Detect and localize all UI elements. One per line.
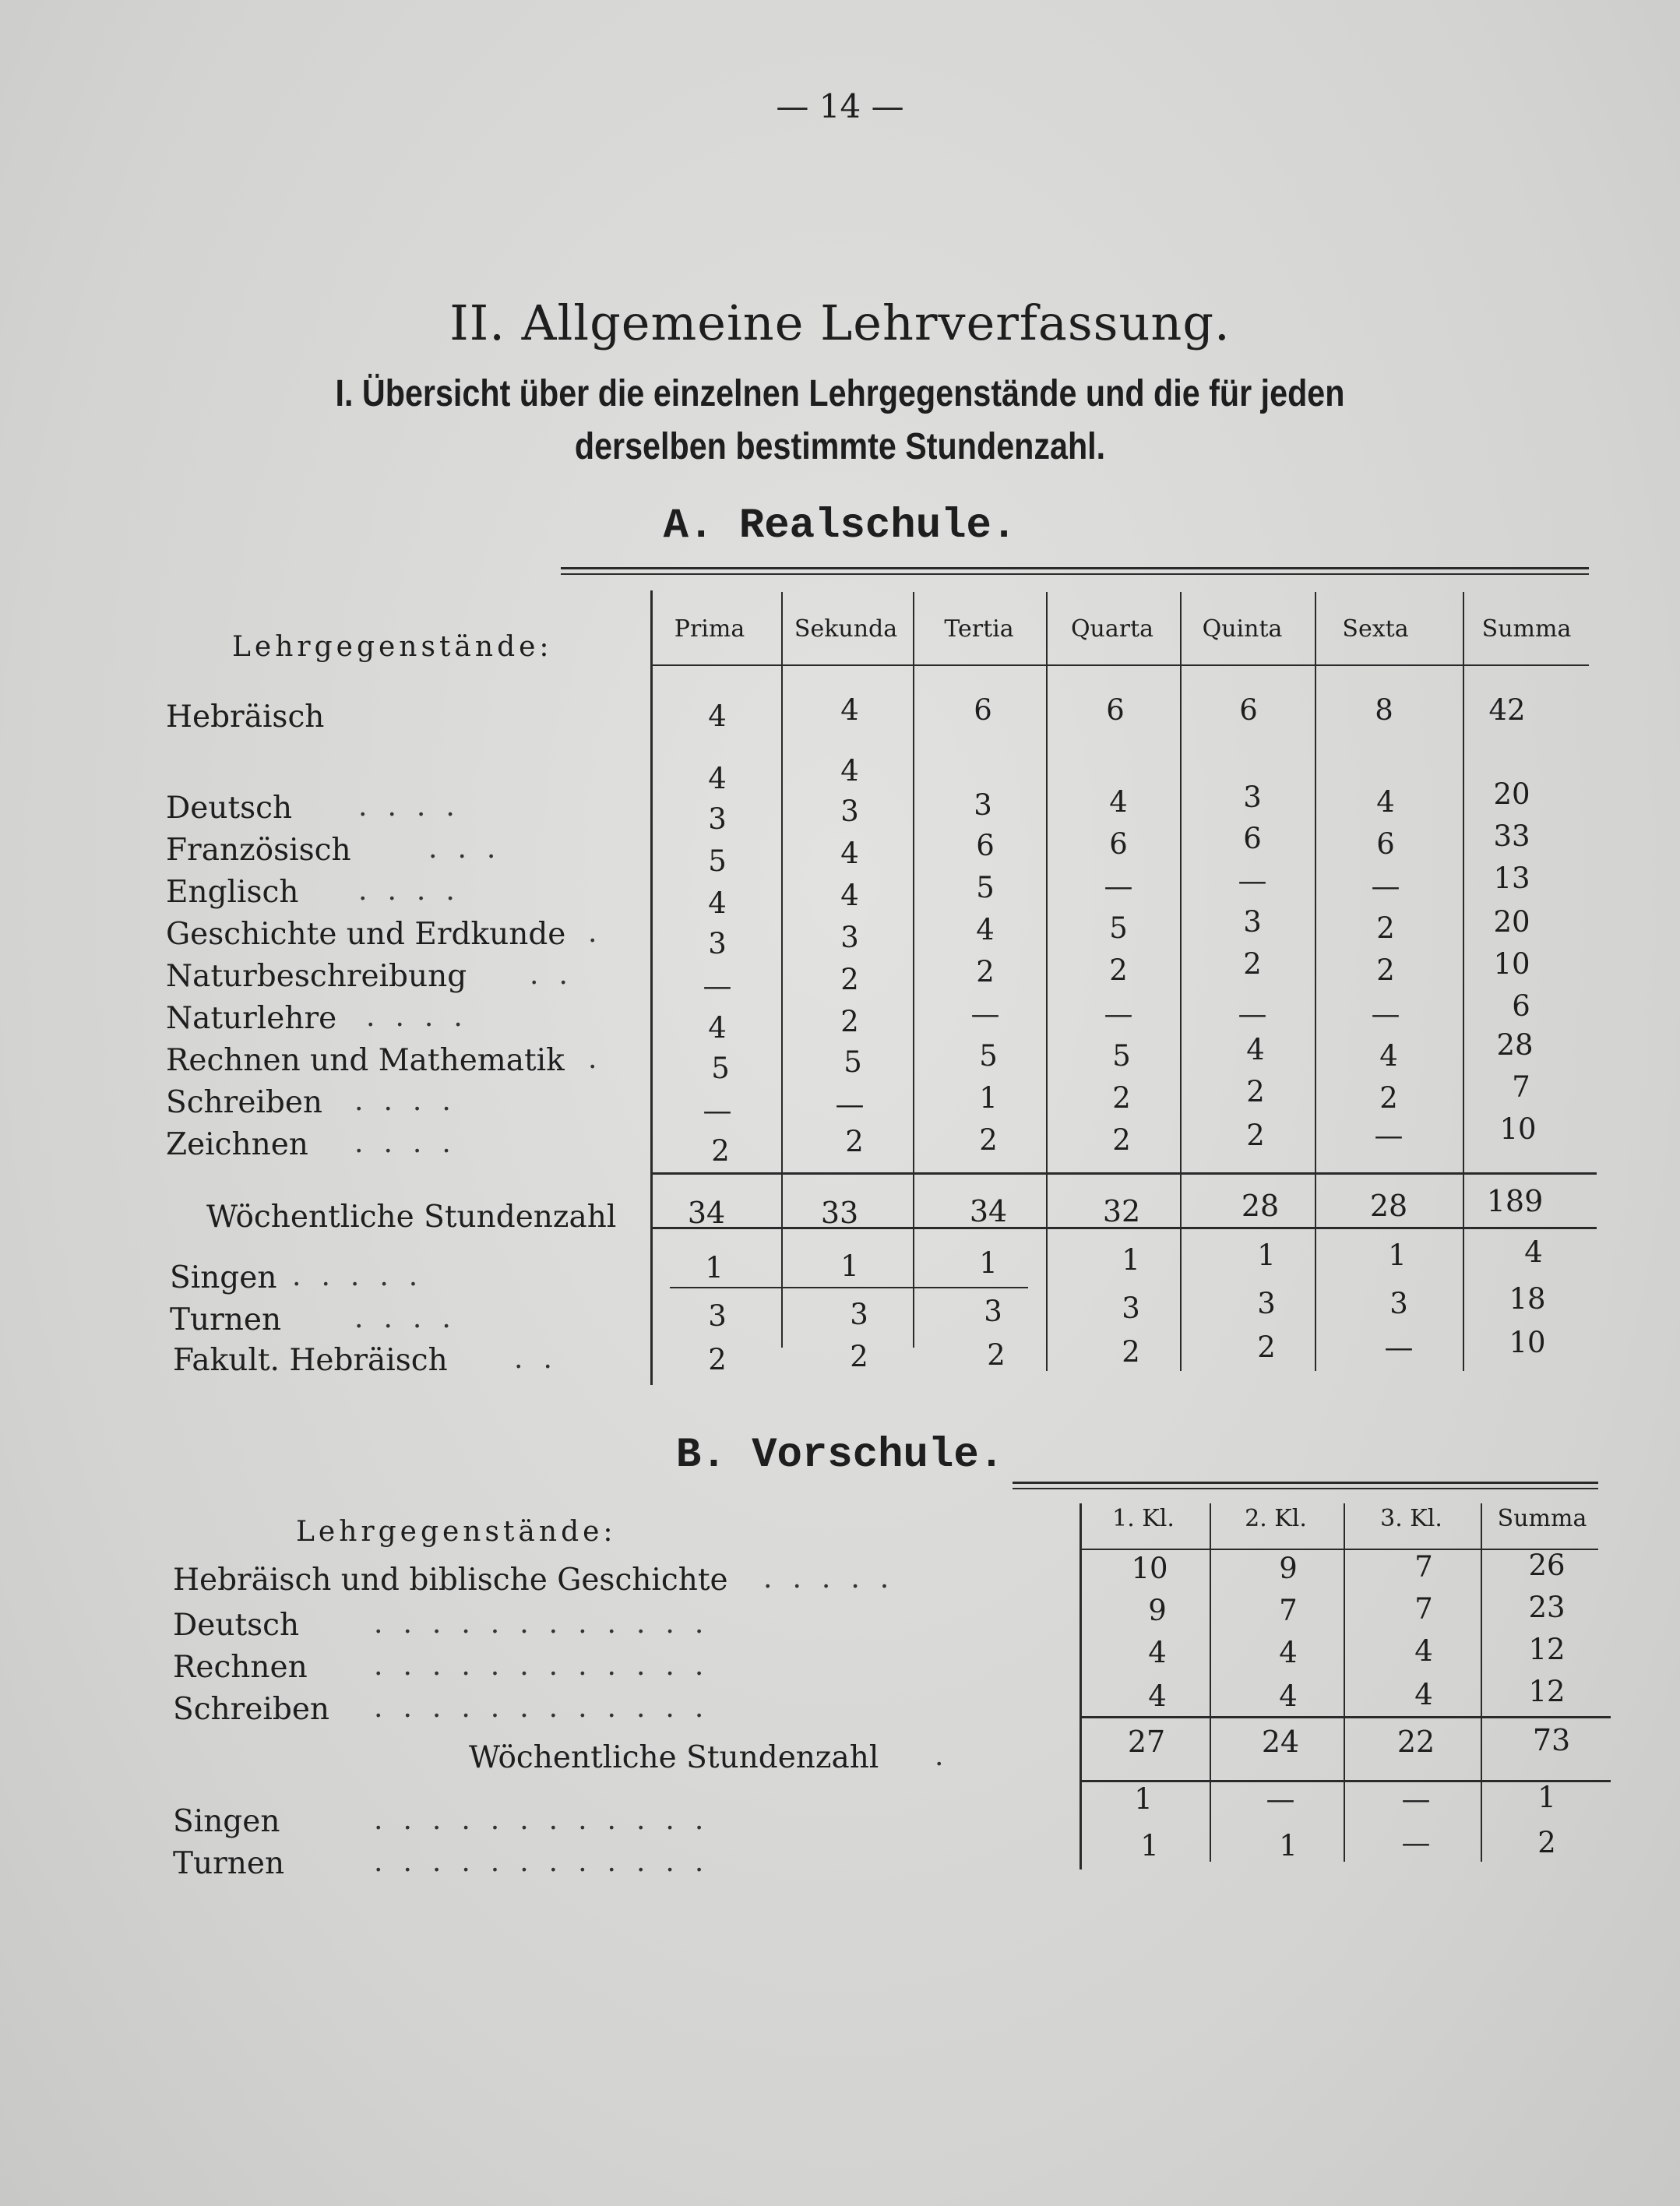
table-cell: 6 [1239,693,1258,727]
subject-label: Naturbeschreibung [166,959,467,994]
table-cell: 4 [708,886,727,920]
table-cell: 1 [1279,1829,1298,1862]
table-cell: 6 [1109,827,1128,861]
table-cell: 2 [1246,1119,1265,1152]
subject-label: Turnen [170,1302,282,1337]
table-cell: 6 [1376,827,1395,861]
subject-label: Deutsch [173,1608,300,1643]
weekly-total-cell: 28 [1369,1189,1408,1223]
table-cell: 6 [976,829,995,862]
col-header-3-kl: 3. Kl. [1380,1505,1442,1532]
table-cell: 3 [984,1295,1002,1328]
table-cell: 4 [840,837,859,870]
subject-label: Rechnen [173,1650,308,1685]
table-cell: 2 [1376,953,1395,987]
table-cell: 9 [1148,1594,1167,1627]
table-cell: — [1384,1330,1414,1364]
table-cell: 3 [840,921,859,954]
table-cell: 4 [1414,1634,1433,1668]
leader-dots: .​. [530,959,588,991]
col-header-1-kl: 1. Kl. [1112,1505,1175,1532]
table-cell: 3 [850,1298,868,1331]
table-cell: 4 [1376,785,1395,819]
page-number: — 14 — [776,87,904,125]
table-cell: 10 [1499,1112,1537,1146]
table-cell: 2 [840,963,859,996]
subject-label: Zeichnen [166,1127,308,1162]
subject-label: Französisch [166,833,351,868]
leader-dots: .​.​.​. [354,1302,471,1334]
table-cell: 4 [976,913,995,946]
table-cell: 28 [1496,1028,1534,1062]
table-cell: 3 [1243,905,1262,939]
weekly-total-cell: 34 [969,1194,1008,1228]
table-cell: 1 [979,1246,998,1280]
leader-dots: .​.​.​.​. [292,1260,438,1292]
leader-dots: .​.​.​. [366,1001,483,1033]
vorschule-subjects-header: Lehrgegenstände: [296,1516,617,1548]
weekly-total-cell: 22 [1396,1725,1435,1759]
table-cell: 10 [1131,1552,1168,1585]
table-cell: 4 [1279,1679,1298,1713]
table-cell: 1 [979,1081,998,1115]
leader-dots: .​.​.​.​.​.​.​.​.​.​.​. [374,1692,724,1724]
table-cell: — [1104,997,1133,1031]
leader-dots: . [588,917,618,949]
weekly-total-cell: 34 [687,1196,726,1230]
subject-label: Hebräisch [166,700,325,735]
table-cell: 7 [1414,1550,1433,1584]
weekly-total-cell: 24 [1261,1725,1300,1759]
table-cell: 4 [1109,785,1128,819]
table-cell: 20 [1493,777,1530,811]
table-cell: 3 [708,927,727,960]
table-cell: — [970,997,1000,1031]
subject-label: Turnen [173,1846,285,1881]
table-cell: 5 [708,844,727,878]
weekly-total-cell: 33 [820,1196,859,1230]
table-cell: 18 [1509,1282,1546,1316]
table-cell: 2 [1109,953,1128,987]
leader-dots: .​.​.​.​.​.​.​.​.​.​.​. [374,1804,724,1836]
table-cell: — [1401,1782,1431,1816]
table-cell: — [1371,997,1400,1031]
table-cell: 10 [1493,947,1530,981]
table-cell: 12 [1528,1675,1566,1708]
table-cell: 5 [976,871,995,904]
col-header-quarta: Quarta [1070,615,1154,643]
table-cell: 1 [1537,1781,1556,1814]
table-cell: 4 [840,754,859,788]
table-cell: 12 [1528,1633,1566,1666]
table-cell: 2 [711,1134,730,1168]
table-cell: 4 [840,693,859,727]
table-cell: 2 [1112,1081,1131,1115]
table-cell: 10 [1509,1326,1546,1359]
leader-dots: .​.​.​. [354,1085,471,1117]
table-cell: 4 [1148,1636,1167,1669]
leader-dots: .​.​. [428,833,516,865]
table-cell: 33 [1493,819,1530,853]
table-cell: 2 [845,1125,864,1158]
table-cell: 1 [1388,1239,1407,1272]
table-cell: 7 [1512,1070,1530,1104]
table-cell: 7 [1279,1594,1298,1627]
table-cell: 2 [1122,1335,1140,1369]
table-cell: — [1238,864,1267,897]
table-cell: — [1266,1782,1295,1816]
table-cell: 8 [1375,693,1393,727]
table-cell: 4 [1148,1679,1167,1713]
table-cell: 13 [1493,862,1530,895]
table-cell: 5 [711,1052,730,1085]
table-cell: 42 [1488,693,1526,727]
col-header-sekunda: Sekunda [794,615,898,643]
table-cell: 2 [850,1340,868,1373]
table-cell: 2 [1243,947,1262,981]
leader-dots: .​. [514,1343,572,1375]
table-cell: 20 [1493,905,1530,939]
table-cell: 4 [840,879,859,912]
col-header-2-kl: 2. Kl. [1245,1505,1307,1532]
leader-dots: . [588,1043,618,1075]
weekly-hours-label: Wöchentliche Stundenzahl [469,1740,879,1775]
col-header-prima: Prima [674,615,745,643]
subtitle-line-2: derselben bestimmte Stundenzahl. [574,426,1106,467]
subject-label: Naturlehre [166,1001,337,1036]
table-cell: — [703,1094,732,1127]
leader-dots: . [935,1740,964,1772]
table-cell: 3 [1389,1287,1408,1320]
table-cell: 5 [979,1039,998,1073]
table-cell: — [1401,1826,1431,1859]
table-cell: 1 [1140,1829,1159,1862]
table-cell: 4 [1279,1636,1298,1669]
table-cell: 2 [1379,1081,1398,1115]
leader-dots: .​.​.​.​.​.​.​.​.​.​.​. [374,1650,724,1682]
col-header-tertia: Tertia [944,615,1014,643]
vorschule-title: B. Vorschule. [675,1432,1005,1479]
table-cell: 1 [1134,1782,1153,1816]
table-cell: 2 [708,1343,727,1376]
table-cell: 7 [1414,1592,1433,1626]
table-cell: 6 [1512,989,1530,1023]
subject-label: Englisch [166,875,299,910]
subject-label: Hebräisch und biblische Geschichte [173,1563,728,1598]
table-cell: 4 [708,762,727,795]
weekly-total-cell: 27 [1127,1725,1166,1759]
table-cell: 2 [976,955,995,988]
table-cell: 1 [840,1249,859,1283]
table-cell: — [835,1087,865,1121]
table-cell: 4 [1524,1235,1543,1269]
col-header-quinta: Quinta [1202,615,1283,643]
leader-dots: .​.​.​.​.​.​.​.​.​.​.​. [374,1846,724,1878]
table-cell: 1 [1122,1243,1140,1277]
col-header-summa: Summa [1481,615,1572,643]
table-cell: 2 [1246,1075,1265,1108]
table-cell: 2 [987,1338,1006,1372]
subject-label: Fakult. Hebräisch [173,1343,448,1378]
table-cell: 2 [1112,1123,1131,1157]
table-cell: 3 [840,795,859,828]
leader-dots: .​.​.​. [358,791,475,823]
table-cell: — [1371,869,1400,903]
table-cell: 9 [1279,1552,1298,1585]
table-cell: 3 [974,788,992,822]
col-header-sexta: Sexta [1342,615,1409,643]
weekly-total-cell: 73 [1532,1723,1571,1757]
subject-label: Deutsch [166,791,293,826]
table-cell: 4 [708,1011,727,1045]
table-cell: 4 [1414,1678,1433,1711]
table-cell: 5 [1109,911,1128,945]
table-cell: 2 [1537,1826,1556,1859]
section-title: II. Allgemeine Lehrverfassung. [449,294,1231,351]
table-cell: — [1238,997,1267,1031]
table-cell: 2 [1376,911,1395,945]
table-cell: 3 [708,1299,727,1333]
subtitle-line-1: I. Übersicht über die einzelnen Lehrgegenstände und die für jeden [335,373,1345,414]
subject-label: Schreiben [173,1692,330,1727]
realschule-title: A. Realschule. [663,502,1017,550]
table-cell: 5 [1112,1039,1131,1073]
table-cell: 26 [1528,1549,1566,1582]
table-cell: 4 [1379,1039,1398,1073]
weekly-hours-label: Wöchentliche Stundenzahl [206,1200,617,1235]
subject-label: Geschichte und Erdkunde [166,917,566,952]
table-cell: 6 [1106,693,1125,727]
table-cell: — [1104,869,1133,903]
subject-label: Schreiben [166,1085,323,1120]
table-cell: 1 [1257,1239,1276,1272]
table-cell: 2 [1257,1330,1276,1364]
weekly-total-cell: 32 [1102,1194,1141,1228]
table-cell: — [703,969,732,1003]
table-cell: 23 [1528,1591,1566,1624]
table-cell: 2 [840,1005,859,1038]
leader-dots: .​.​.​.​.​.​.​.​.​.​.​. [374,1608,724,1640]
col-header-summa: Summa [1497,1505,1587,1532]
weekly-total-cell: 189 [1486,1184,1544,1218]
subject-label: Singen [170,1260,277,1295]
realschule-subjects-header: Lehrgegenstände: [232,631,553,663]
table-cell: 3 [1257,1287,1276,1320]
table-cell: 3 [708,802,727,836]
table-cell: 2 [979,1123,998,1157]
table-cell: 1 [705,1251,724,1284]
table-cell: — [1374,1119,1404,1152]
table-cell: 6 [1243,822,1262,855]
table-cell: 6 [974,693,992,727]
table-cell: 3 [1243,781,1262,814]
table-cell: 4 [1246,1033,1265,1066]
table-cell: 5 [844,1045,862,1079]
table-cell: 3 [1122,1292,1140,1325]
subject-label: Singen [173,1804,280,1839]
leader-dots: .​.​.​. [354,1127,471,1159]
leader-dots: .​.​.​. [358,875,475,907]
leader-dots: .​.​.​.​. [763,1563,910,1595]
table-cell: 4 [708,700,727,733]
weekly-total-cell: 28 [1241,1189,1280,1223]
subject-label: Rechnen und Mathematik [166,1043,565,1078]
